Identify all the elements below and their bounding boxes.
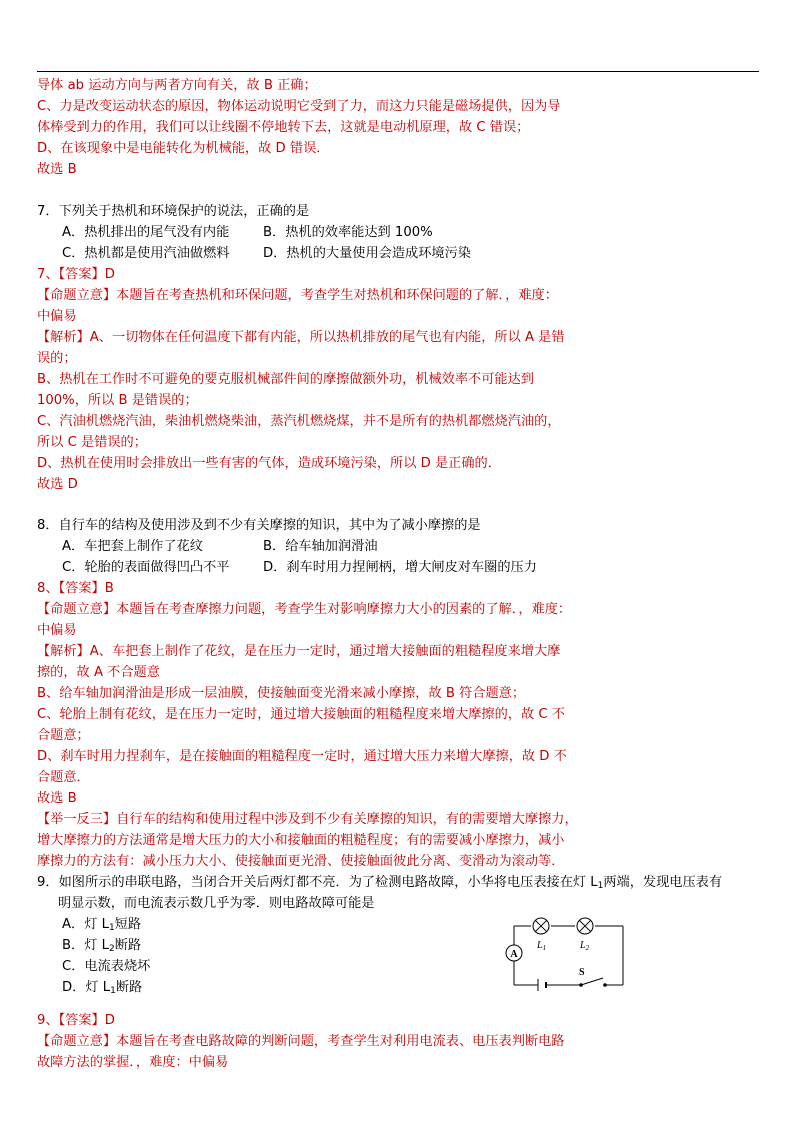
q8-line-8: D、刹车时用力捏刹车，是在接触面的粗糙程度一定时，通过增大压力来增大摩擦，故 D 不	[37, 749, 567, 764]
q7-option-d: D．热机的大量使用会造成环境污染	[263, 246, 471, 261]
top-line-1: 导体 ab 运动方向与两者方向有关，故 B 正确；	[37, 78, 317, 93]
q8-line-1: 【命题立意】本题旨在考查摩擦力问题，考查学生对影响摩擦力大小的因素的了解．，难度：	[37, 602, 572, 617]
q7-line-3: 【解析】A、一切物体在任何温度下都有内能，所以热机排放的尾气也有内能，所以 A 是错	[37, 330, 565, 345]
top-line-3: 体棒受到力的作用，我们可以让线圈不停地转下去，这就是电动机原理，故 C 错误；	[37, 120, 530, 135]
q9-answer: 9、【答案】D	[37, 1013, 115, 1028]
q8-line-6: C、轮胎上制有花纹，是在压力一定时，通过增大接触面的粗糙程度来增大摩擦的，故 C 不	[37, 707, 565, 722]
q7-line-6: 100%，所以 B 是错误的；	[37, 393, 198, 408]
q9-option-a: A．灯 $L_1$短路	[62, 917, 142, 933]
q8-line-13: 摩擦力的方法有：减小压力大小、使接触面更光滑、使接触面彼此分离、变滑动为滚动等．	[37, 854, 565, 869]
q8-option-d: D．刹车时用力捏闸柄，增大闸皮对车圈的压力	[263, 560, 537, 575]
lamp1-icon	[533, 918, 549, 934]
q7-line-7: C、汽油机燃烧汽油，柴油机燃烧柴油，蒸汽机燃烧煤，并不是所有的热机都燃烧汽油的，	[37, 414, 561, 429]
q7-line-2: 中偏易	[37, 309, 77, 324]
q8-line-4: 擦的，故 A 不合题意	[37, 665, 160, 680]
header-rule	[37, 71, 759, 72]
q9-line-2: 故障方法的掌握．，难度：中偏易	[37, 1055, 229, 1070]
q8-line-3: 【解析】A、车把套上制作了花纹，是在压力一定时，通过增大接触面的粗糙程度来增大摩	[37, 644, 561, 659]
q9-stem-line-1: 9．如图所示的串联电路，当闭合开关后两灯都不亮．为了检测电路故障，小华将电压表接在灯 $L_1$两端，发现电压表有	[37, 875, 723, 891]
lamp1-label: $L_1$	[537, 940, 547, 952]
q7-answer: 7、【答案】D	[37, 267, 115, 282]
top-line-4: D、在该现象中是电能转化为机械能，故 D 错误．	[37, 141, 330, 156]
q8-answer: 8、【答案】B	[37, 581, 114, 596]
q7-line-8: 所以 C 是错误的；	[37, 435, 147, 450]
q8-line-2: 中偏易	[37, 623, 77, 638]
q8-line-7: 合题意；	[37, 728, 90, 743]
q8-line-10: 故选 B	[37, 791, 77, 806]
lamp2-icon	[577, 918, 593, 934]
q7-line-9: D、热机在使用时会排放出一些有害的气体，造成环境污染，所以 D 是正确的．	[37, 456, 501, 471]
switch-icon	[580, 978, 607, 986]
q9-option-b: B．灯 $L_2$断路	[62, 938, 142, 954]
q7-stem: 7．下列关于热机和环境保护的说法，正确的是	[37, 204, 310, 219]
switch-label: S	[579, 967, 585, 978]
q7-option-b: B．热机的效率能达到 100%	[263, 225, 433, 240]
q7-line-1: 【命题立意】本题旨在考查热机和环保问题，考查学生对热机和环保问题的了解．，难度：	[37, 288, 558, 303]
q8-option-a: A．车把套上制作了花纹	[62, 539, 203, 554]
q8-option-c: C．轮胎的表面做得凹凸不平	[62, 560, 230, 575]
q7-line-10: 故选 D	[37, 477, 78, 492]
q9-option-d: D．灯 $L_1$断路	[62, 980, 143, 996]
q7-line-4: 误的；	[37, 351, 77, 366]
top-line-5: 故选 B	[37, 162, 77, 177]
battery-icon	[538, 979, 546, 991]
q7-line-5: B、热机在工作时不可避免的要克服机械部件间的摩擦做额外功，机械效率不可能达到	[37, 372, 534, 387]
q9-option-c: C．电流表烧坏	[62, 959, 151, 974]
q8-line-9: 合题意．	[37, 770, 90, 785]
ammeter-label: A	[510, 949, 518, 960]
q8-stem: 8．自行车的结构及使用涉及到不少有关摩擦的知识，其中为了减小摩擦的是	[37, 518, 481, 533]
q7-option-a: A．热机排出的尾气没有内能	[62, 225, 230, 240]
q9-line-1: 【命题立意】本题旨在考查电路故障的判断问题，考查学生对利用电流表、电压表判断电路	[37, 1034, 565, 1049]
top-line-2: C、力是改变运动状态的原因，物体运动说明它受到了力，而这力只能是磁场提供，因为导	[37, 99, 561, 114]
q8-line-12: 增大摩擦力的方法通常是增大压力的大小和接触面的粗糙程度；有的需要减小摩擦力，减小	[37, 833, 565, 848]
lamp2-label: $L_2$	[580, 940, 590, 952]
q8-line-5: B、给车轴加润滑油是形成一层油膜，使接触面变光滑来减小摩擦，故 B 符合题意；	[37, 686, 526, 701]
circuit-diagram	[500, 913, 630, 993]
q8-option-b: B．给车轴加润滑油	[263, 539, 378, 554]
q7-option-c: C．热机都是使用汽油做燃料	[62, 246, 230, 261]
q9-stem-line-2: 明显示数，而电流表示数几乎为零．则电路故障可能是	[58, 896, 375, 911]
q8-line-11: 【举一反三】自行车的结构和使用过程中涉及到不少有关摩擦的知识，有的需要增大摩擦力，	[37, 812, 578, 827]
